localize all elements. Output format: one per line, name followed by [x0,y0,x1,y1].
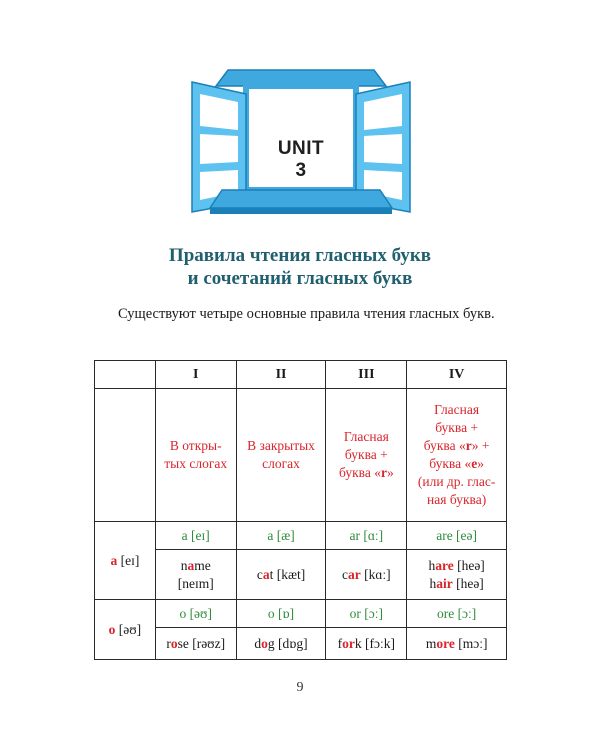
letter-cell-o: o [əʊ] [95,600,156,660]
example-cell: dog [dɒg] [236,628,326,660]
pattern-cell: a [æ] [236,522,326,550]
pattern-cell: o [əʊ] [155,600,236,628]
letter-cell-a: a [eɪ] [95,522,156,600]
header-rule-4: IV [407,361,507,389]
table-row [95,550,507,600]
title-line-1: Правила чтения гласных букв [168,245,432,266]
header-rule-1: I [155,361,236,389]
pattern-cell: ore [ɔː] [407,600,507,628]
condition-vowel-r-e: Гласная буква + буква «r» + буква «e» (или др. глас- ная буква) [407,389,507,522]
example-cell: car [kɑː] [326,550,407,600]
intro-paragraph: Существуют четыре основные правила чтения гласных букв. [118,306,495,322]
pattern-cell: o [ɒ] [236,600,326,628]
condition-vowel-r: Гласная буква + буква «r» [326,389,407,522]
page-title [0,244,600,290]
vowel-rules-table [94,360,507,660]
example-cell: rose [rəʊz] [155,628,236,660]
pattern-cell: or [ɔː] [326,600,407,628]
page-number: 9 [296,680,304,695]
conditions-row [95,389,507,522]
pattern-cell: are [eə] [407,522,507,550]
pattern-cell: a [eɪ] [155,522,236,550]
table-row [95,600,507,628]
pattern-cell: ar [ɑː] [326,522,407,550]
unit-label: UNIT 3 [277,138,325,181]
header-rule-3: III [326,361,407,389]
table-row [95,522,507,550]
condition-open-syllable: В откры- тых слогах [155,389,236,522]
header-rule-2: II [236,361,326,389]
header-empty [95,361,156,389]
example-cell: fork [fɔːk] [326,628,407,660]
table-row [95,628,507,660]
example-cell: cat [kæt] [236,550,326,600]
example-cell: hare [heə] hair [heə] [407,550,507,600]
condition-closed-syllable: В закрытых слогах [236,389,326,522]
condition-empty [95,389,156,522]
title-line-2: и сочетаний гласных букв [187,268,413,289]
example-cell: more [mɔː] [407,628,507,660]
table-header-row [95,361,507,389]
example-cell: name [neɪm] [155,550,236,600]
